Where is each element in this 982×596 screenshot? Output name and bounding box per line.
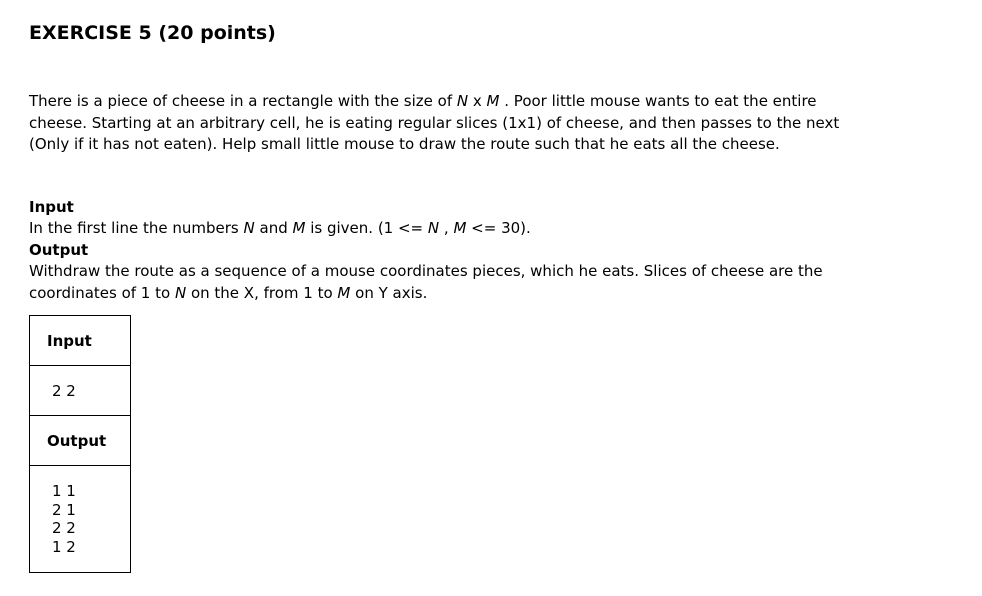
- input-text: is given. (1 <=: [305, 219, 428, 237]
- exercise-title: EXERCISE 5 (20 points): [29, 22, 276, 44]
- table-row: [30, 316, 131, 366]
- output-heading: Output: [29, 241, 89, 259]
- output-line: 2 1: [52, 500, 76, 519]
- variable-n: N: [456, 92, 469, 110]
- table-row: [30, 366, 131, 416]
- output-line: 1 1: [52, 482, 76, 500]
- variable-m: M: [486, 92, 500, 110]
- example-output-value: [30, 466, 131, 573]
- variable-m: M: [453, 219, 467, 237]
- example-output-header: Output: [30, 416, 131, 466]
- example-input-value: 2 2: [30, 366, 131, 416]
- variable-n: N: [174, 283, 187, 302]
- example-table: [29, 315, 131, 573]
- output-line: 1 2: [52, 537, 76, 556]
- input-heading: Input: [29, 198, 74, 216]
- variable-n: N: [427, 219, 440, 237]
- example-input-header: Input: [30, 316, 131, 366]
- output-description: [29, 261, 879, 304]
- input-text: and: [254, 219, 293, 237]
- input-text: In the first line the numbers: [29, 219, 244, 237]
- variable-m: M: [292, 219, 306, 237]
- statement-text: There is a piece of cheese in a rectangle with the size of: [29, 92, 457, 110]
- input-text: <= 30).: [466, 219, 531, 237]
- output-text: on Y axis.: [350, 283, 428, 302]
- input-description: [29, 218, 879, 240]
- statement-text: . Poor little mouse wants to eat the entire cheese. Starting at an arbitrary cell, he is eating regular slices (1x1) of cheese, and then passes to the next (Only if it has not eaten). Help small little mouse to draw the route such that he eats all the cheese.: [29, 92, 840, 153]
- table-row: [30, 466, 131, 573]
- statement-text: x: [468, 92, 487, 110]
- input-text: ,: [439, 219, 454, 237]
- output-line: 2 2: [52, 519, 76, 537]
- problem-statement: [29, 91, 879, 156]
- output-text: on the X, from 1 to: [186, 283, 338, 302]
- variable-n: N: [243, 219, 255, 237]
- table-row: [30, 416, 131, 466]
- variable-m: M: [337, 283, 351, 302]
- output-text: Withdraw the route as a sequence of a mouse coordinates pieces, which he eats. Slices of cheese are the coordinates of 1 to: [29, 262, 823, 302]
